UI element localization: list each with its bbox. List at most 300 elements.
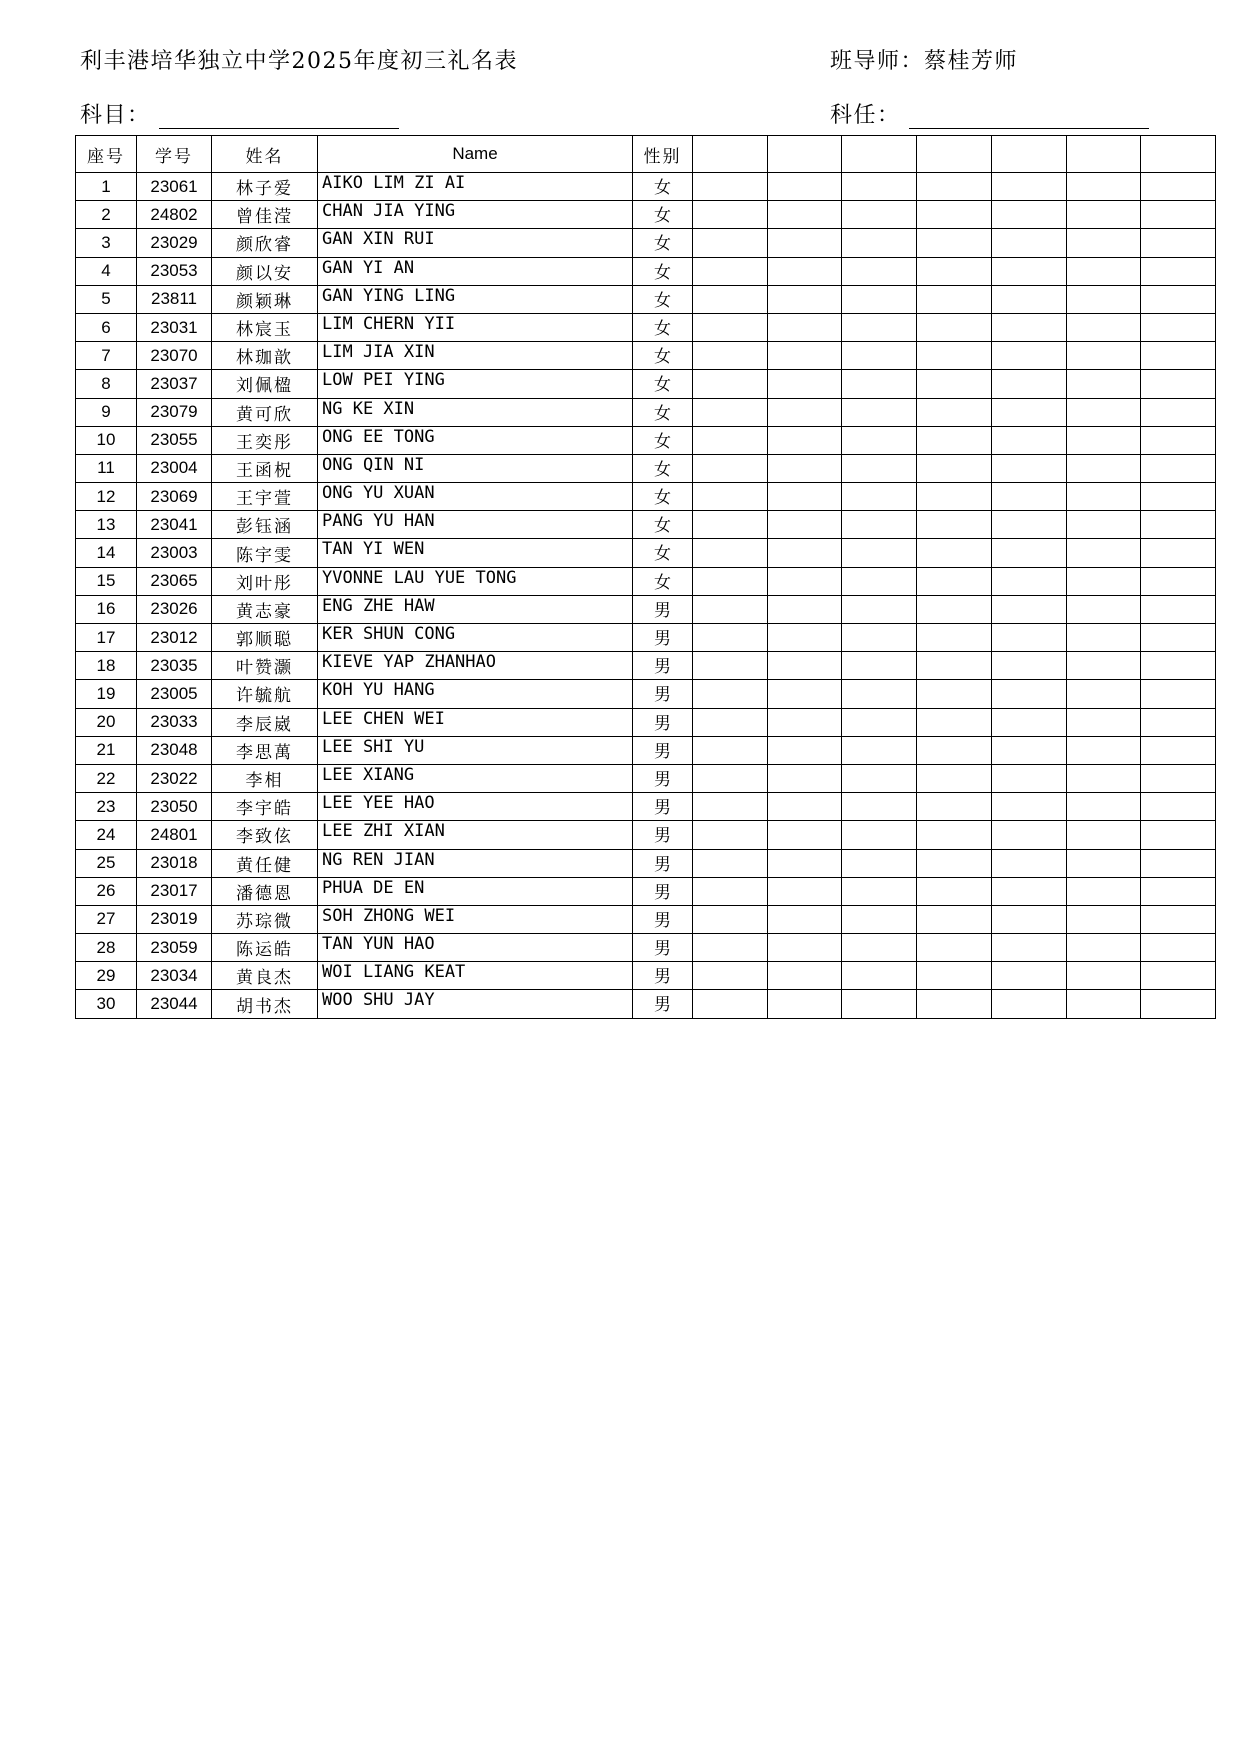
blank-cell [1066,652,1141,680]
blank-cell [1066,398,1141,426]
gender-cell: 男 [633,849,693,877]
blank-cell [991,398,1066,426]
blank-cell [917,567,992,595]
gender-cell: 男 [633,652,693,680]
blank-cell [693,962,768,990]
blank-cell [1141,877,1216,905]
blank-cell [1066,793,1141,821]
chinese-name-cell: 王奕彤 [212,426,318,454]
blank-cell [917,624,992,652]
blank-cell [917,398,992,426]
chinese-name-cell: 黄任健 [212,849,318,877]
blank-cell [693,257,768,285]
blank-cell [991,285,1066,313]
blank-cell [842,962,917,990]
gender-cell: 女 [633,567,693,595]
chinese-name-cell: 林子爱 [212,173,318,201]
blank-cell [1066,764,1141,792]
name-cell: KOH YU HANG [318,680,633,708]
blank-cell [767,257,842,285]
student-id-cell: 23026 [137,595,212,623]
blank-cell [917,905,992,933]
student-id-cell: 23005 [137,680,212,708]
table-row [76,905,1216,933]
roster-body [76,173,1216,1019]
student-id-cell: 23070 [137,342,212,370]
gender-cell: 男 [633,764,693,792]
table-row [76,229,1216,257]
blank-cell [767,173,842,201]
blank-cell [693,398,768,426]
blank-cell [917,229,992,257]
student-id-cell: 23050 [137,793,212,821]
student-id-cell: 23004 [137,454,212,482]
blank-cell [767,934,842,962]
table-row [76,426,1216,454]
blank-cell [842,483,917,511]
student-id-cell: 23069 [137,483,212,511]
blank-cell [1066,539,1141,567]
name-cell: LEE ZHI XIAN [318,821,633,849]
blank-cell [693,313,768,341]
blank-cell [767,370,842,398]
blank-cell [991,905,1066,933]
blank-cell [842,285,917,313]
blank-cell [767,680,842,708]
blank-cell [1141,764,1216,792]
blank-cell [917,680,992,708]
blank-cell [1066,877,1141,905]
blank-cell [917,934,992,962]
blank-cell [842,398,917,426]
student-id-cell: 23044 [137,990,212,1018]
blank-cell [1066,511,1141,539]
blank-cell [1141,201,1216,229]
blank-cell [991,426,1066,454]
blank-cell [767,426,842,454]
blank-cell [842,624,917,652]
name-cell: LIM CHERN YII [318,313,633,341]
blank-cell [917,736,992,764]
table-row [76,764,1216,792]
chinese-name-cell: 颜以安 [212,257,318,285]
document-title [80,44,518,75]
blank-cell [1141,539,1216,567]
table-row [76,708,1216,736]
blank-cell [991,821,1066,849]
blank-cell [1066,934,1141,962]
blank-cell [1141,934,1216,962]
blank-col-header [1066,136,1141,173]
chinese-name-cell: 颜颖琳 [212,285,318,313]
name-cell: GAN YING LING [318,285,633,313]
class-teacher-label: 班导师： [830,49,925,74]
seat-cell: 16 [76,595,137,623]
blank-cell [1066,229,1141,257]
seat-cell: 9 [76,398,137,426]
seat-cell: 2 [76,201,137,229]
name-cell: SOH ZHONG WEI [318,905,633,933]
table-row [76,595,1216,623]
blank-cell [917,201,992,229]
blank-cell [693,708,768,736]
blank-cell [767,229,842,257]
chinese-name-cell: 李辰崴 [212,708,318,736]
name-cell: GAN XIN RUI [318,229,633,257]
student-id-cell: 23079 [137,398,212,426]
blank-cell [1141,229,1216,257]
name-cell: KER SHUN CONG [318,624,633,652]
blank-cell [991,652,1066,680]
table-row [76,990,1216,1018]
blank-cell [693,539,768,567]
blank-cell [693,454,768,482]
gender-cell: 男 [633,736,693,764]
table-row [76,201,1216,229]
title-text: 利丰港培华独立中学2025年度初三礼名表 [80,49,518,74]
subject-teacher-blank-line [909,110,1149,129]
gender-cell: 女 [633,201,693,229]
seat-cell: 22 [76,764,137,792]
seat-cell: 25 [76,849,137,877]
chinese-name-cell: 苏琮微 [212,905,318,933]
blank-cell [693,736,768,764]
blank-cell [767,483,842,511]
blank-cell [1141,990,1216,1018]
blank-cell [693,934,768,962]
blank-cell [991,370,1066,398]
blank-cell [1141,793,1216,821]
table-row [76,483,1216,511]
blank-cell [767,398,842,426]
class-teacher [830,44,1018,75]
chinese-name-cell: 林宸玉 [212,313,318,341]
student-id-cell: 23029 [137,229,212,257]
gender-cell: 男 [633,821,693,849]
blank-cell [1066,370,1141,398]
blank-cell [991,257,1066,285]
blank-cell [917,426,992,454]
blank-cell [842,173,917,201]
blank-cell [767,652,842,680]
gender-cell: 女 [633,370,693,398]
name-cell: LEE SHI YU [318,736,633,764]
blank-cell [917,821,992,849]
student-id-cell: 23048 [137,736,212,764]
student-id-cell: 23061 [137,173,212,201]
blank-cell [842,454,917,482]
table-row [76,285,1216,313]
student-id-cell: 23041 [137,511,212,539]
blank-cell [917,342,992,370]
student-id-cell: 24802 [137,201,212,229]
blank-cell [842,708,917,736]
gender-cell: 女 [633,285,693,313]
blank-cell [991,173,1066,201]
blank-cell [917,285,992,313]
blank-cell [991,313,1066,341]
blank-cell [1066,426,1141,454]
table-row [76,793,1216,821]
name-cell: AIKO LIM ZI AI [318,173,633,201]
blank-cell [693,793,768,821]
blank-cell [1066,990,1141,1018]
seat-cell: 27 [76,905,137,933]
chinese-name-cell: 王函柷 [212,454,318,482]
chinese-name-cell: 刘佩楹 [212,370,318,398]
chinese-name-cell: 王宇萱 [212,483,318,511]
chinese-name-cell: 叶赞灏 [212,652,318,680]
blank-cell [917,454,992,482]
col-gender-header: 性别 [633,136,693,173]
gender-cell: 男 [633,934,693,962]
blank-cell [1066,708,1141,736]
blank-cell [917,962,992,990]
seat-cell: 20 [76,708,137,736]
blank-cell [991,342,1066,370]
subject-field [80,98,399,129]
blank-cell [991,793,1066,821]
gender-cell: 男 [633,793,693,821]
blank-cell [991,962,1066,990]
blank-cell [1141,398,1216,426]
seat-cell: 1 [76,173,137,201]
name-cell: PHUA DE EN [318,877,633,905]
seat-cell: 18 [76,652,137,680]
student-id-cell: 23065 [137,567,212,595]
table-row [76,454,1216,482]
student-id-cell: 23003 [137,539,212,567]
gender-cell: 女 [633,173,693,201]
blank-cell [1066,483,1141,511]
blank-cell [1141,708,1216,736]
roster-table [75,135,1216,1019]
table-row [76,821,1216,849]
chinese-name-cell: 潘德恩 [212,877,318,905]
blank-cell [693,567,768,595]
blank-cell [842,680,917,708]
blank-cell [767,990,842,1018]
blank-cell [1141,624,1216,652]
blank-cell [693,426,768,454]
blank-cell [1141,821,1216,849]
name-cell: PANG YU HAN [318,511,633,539]
blank-cell [842,426,917,454]
blank-cell [693,905,768,933]
blank-cell [693,285,768,313]
blank-cell [917,849,992,877]
gender-cell: 女 [633,229,693,257]
gender-cell: 女 [633,342,693,370]
blank-cell [693,764,768,792]
col-chinese-name-header: 姓名 [212,136,318,173]
blank-cell [1141,511,1216,539]
blank-cell [842,313,917,341]
student-id-cell: 23018 [137,849,212,877]
blank-cell [693,849,768,877]
blank-cell [1066,567,1141,595]
chinese-name-cell: 陈运皓 [212,934,318,962]
chinese-name-cell: 李思萬 [212,736,318,764]
seat-cell: 19 [76,680,137,708]
name-cell: KIEVE YAP ZHANHAO [318,652,633,680]
chinese-name-cell: 曾佳滢 [212,201,318,229]
blank-cell [1066,342,1141,370]
chinese-name-cell: 李相 [212,764,318,792]
chinese-name-cell: 许毓航 [212,680,318,708]
student-id-cell: 23035 [137,652,212,680]
class-teacher-name: 蔡桂芳师 [924,49,1019,74]
blank-cell [693,652,768,680]
blank-cell [1066,849,1141,877]
table-row [76,736,1216,764]
blank-cell [1066,201,1141,229]
name-cell: TAN YUN HAO [318,934,633,962]
chinese-name-cell: 林珈歆 [212,342,318,370]
blank-cell [842,567,917,595]
blank-cell [1141,426,1216,454]
name-cell: LEE CHEN WEI [318,708,633,736]
blank-cell [767,624,842,652]
blank-cell [767,313,842,341]
blank-cell [917,708,992,736]
blank-cell [767,539,842,567]
blank-cell [693,201,768,229]
blank-cell [767,793,842,821]
blank-cell [1066,736,1141,764]
blank-cell [991,708,1066,736]
blank-cell [1141,257,1216,285]
blank-cell [693,229,768,257]
seat-cell: 13 [76,511,137,539]
blank-cell [917,764,992,792]
gender-cell: 男 [633,595,693,623]
blank-cell [693,990,768,1018]
blank-cell [917,257,992,285]
blank-cell [767,821,842,849]
seat-cell: 17 [76,624,137,652]
name-cell: WOI LIANG KEAT [318,962,633,990]
gender-cell: 男 [633,877,693,905]
blank-cell [991,764,1066,792]
blank-cell [693,173,768,201]
chinese-name-cell: 刘叶彤 [212,567,318,595]
blank-cell [1066,680,1141,708]
blank-cell [991,483,1066,511]
blank-cell [991,595,1066,623]
name-cell: GAN YI AN [318,257,633,285]
blank-cell [1141,736,1216,764]
student-id-cell: 23055 [137,426,212,454]
chinese-name-cell: 李致伭 [212,821,318,849]
student-id-cell: 23059 [137,934,212,962]
gender-cell: 女 [633,483,693,511]
blank-cell [1066,595,1141,623]
blank-cell [767,764,842,792]
table-row [76,370,1216,398]
name-cell: ONG EE TONG [318,426,633,454]
blank-cell [917,877,992,905]
blank-cell [842,201,917,229]
name-cell: NG KE XIN [318,398,633,426]
student-id-cell: 23022 [137,764,212,792]
blank-cell [842,934,917,962]
blank-cell [767,511,842,539]
seat-cell: 14 [76,539,137,567]
blank-cell [1141,962,1216,990]
table-row [76,173,1216,201]
gender-cell: 男 [633,990,693,1018]
gender-cell: 女 [633,511,693,539]
chinese-name-cell: 颜欣睿 [212,229,318,257]
table-row [76,652,1216,680]
seat-cell: 21 [76,736,137,764]
subject-label: 科目： [80,103,151,128]
table-row [76,624,1216,652]
name-cell: LEE XIANG [318,764,633,792]
blank-cell [842,990,917,1018]
gender-cell: 女 [633,426,693,454]
blank-cell [767,877,842,905]
blank-cell [693,595,768,623]
seat-cell: 5 [76,285,137,313]
blank-cell [842,877,917,905]
blank-cell [842,257,917,285]
blank-cell [693,624,768,652]
blank-cell [1066,313,1141,341]
seat-cell: 4 [76,257,137,285]
blank-cell [767,962,842,990]
gender-cell: 女 [633,313,693,341]
chinese-name-cell: 彭钰涵 [212,511,318,539]
name-cell: WOO SHU JAY [318,990,633,1018]
table-row [76,313,1216,341]
blank-cell [1066,624,1141,652]
table-row [76,511,1216,539]
blank-cell [917,793,992,821]
name-cell: ENG ZHE HAW [318,595,633,623]
blank-cell [1066,285,1141,313]
student-id-cell: 23033 [137,708,212,736]
blank-cell [842,511,917,539]
name-cell: LOW PEI YING [318,370,633,398]
gender-cell: 男 [633,905,693,933]
blank-cell [842,229,917,257]
gender-cell: 男 [633,708,693,736]
table-row [76,849,1216,877]
blank-cell [1141,483,1216,511]
blank-cell [842,736,917,764]
blank-cell [1141,342,1216,370]
name-cell: YVONNE LAU YUE TONG [318,567,633,595]
blank-cell [1141,285,1216,313]
blank-cell [917,173,992,201]
blank-col-header [991,136,1066,173]
subject-teacher-field [830,98,1149,129]
blank-col-header [693,136,768,173]
blank-cell [991,990,1066,1018]
blank-cell [1141,595,1216,623]
blank-cell [917,652,992,680]
blank-cell [693,821,768,849]
blank-cell [693,877,768,905]
blank-cell [767,905,842,933]
blank-cell [991,567,1066,595]
table-row [76,342,1216,370]
chinese-name-cell: 胡书杰 [212,990,318,1018]
blank-cell [842,595,917,623]
blank-cell [1066,173,1141,201]
